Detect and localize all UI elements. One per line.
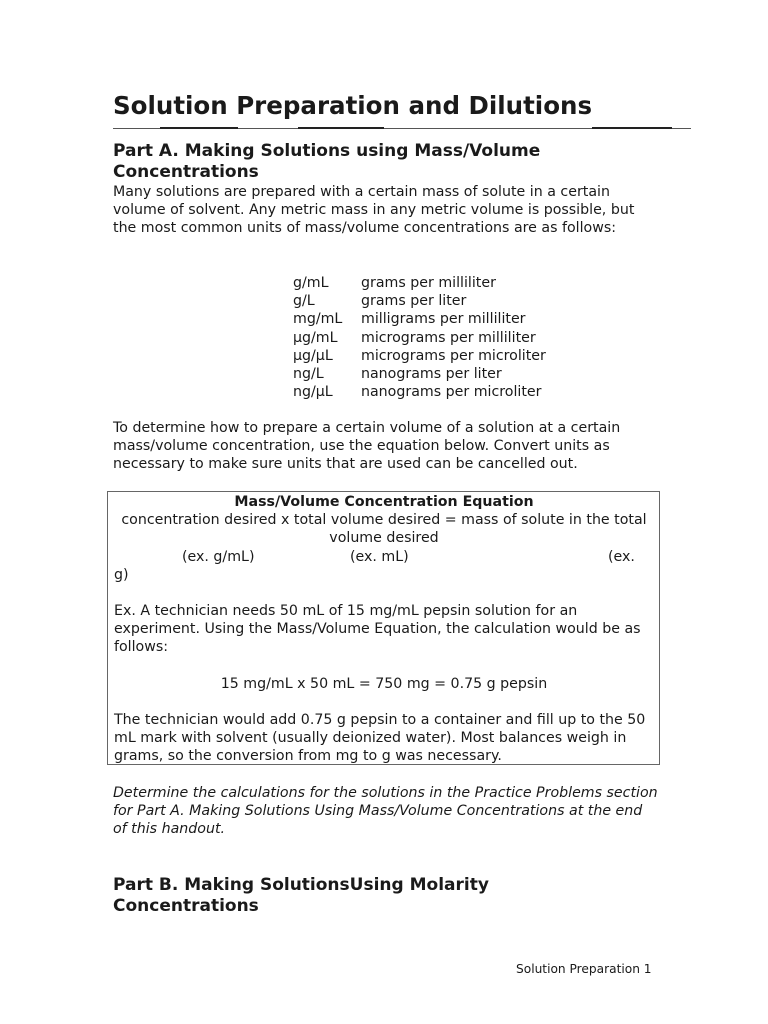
unit-row <box>293 347 546 365</box>
page-footer: Solution Preparation 1 <box>516 962 652 976</box>
underline-accent <box>298 127 384 129</box>
unit-abbr: µg/mL <box>293 329 338 346</box>
unit-name: nanograms per liter <box>361 366 502 383</box>
unit-row <box>293 274 546 292</box>
unit-row <box>293 292 546 310</box>
unit-abbr: g/L <box>293 293 315 310</box>
example-intro: Ex. A technician needs 50 mL of 15 mg/mL pepsin solution for an experiment. Using the Mass/Volume Equation, the calculation would be as follows: <box>114 603 641 656</box>
unit-abbr: µg/µL <box>293 347 333 364</box>
equation-units-row <box>114 548 654 566</box>
ex-mass-unit-end: g) <box>114 566 129 583</box>
unit-row <box>293 329 546 347</box>
unit-name: micrograms per microliter <box>361 347 546 364</box>
unit-abbr: ng/µL <box>293 384 333 401</box>
equation-text: concentration desired x total volume desired = mass of solute in the total volume desired <box>121 512 647 547</box>
units-list <box>293 274 546 401</box>
unit-name: milligrams per milliliter <box>361 311 526 328</box>
practice-instruction: Determine the calculations for the solutions in the Practice Problems section for Part A. Making Solutions Using Mass/Volume Concentrations at the end of this handout. <box>113 785 658 838</box>
ex-volume-unit: (ex. mL) <box>350 548 409 565</box>
part-a-heading: Part A. Making Solutions using Mass/Volume Concentrations <box>113 141 541 182</box>
unit-name: grams per liter <box>361 293 467 310</box>
determine-paragraph: To determine how to prepare a certain volume of a solution at a certain mass/volume concentration, use the equation below. Convert units as necessary to make sure units that are used can be cancelled out. <box>113 420 621 473</box>
part-a-intro: Many solutions are prepared with a certain mass of solute in a certain volume of solvent. Any metric mass in any metric volume is possible, but the most common units of mass/volume concentrations are as follows: <box>113 184 635 237</box>
unit-abbr: mg/mL <box>293 311 343 328</box>
part-b-heading: Part B. Making SolutionsUsing Molarity Concentrations <box>113 875 489 916</box>
underline-accent <box>160 127 238 129</box>
equation-box-content <box>114 492 654 765</box>
example-result: The technician would add 0.75 g pepsin to a container and fill up to the 50 mL mark with solvent (usually deionized water). Most balances weigh in grams, so the conversion from mg to g was necessary. <box>114 711 646 765</box>
ex-concentration-unit: (ex. g/mL) <box>182 548 255 565</box>
unit-abbr: g/mL <box>293 275 329 291</box>
unit-abbr: ng/L <box>293 366 324 383</box>
example-calculation: 15 mg/mL x 50 mL = 750 mg = 0.75 g pepsin <box>220 675 548 692</box>
unit-name: nanograms per microliter <box>361 384 542 401</box>
equation-box <box>107 491 660 765</box>
underline-accent <box>592 127 672 129</box>
ex-mass-unit-start: (ex. <box>608 548 635 565</box>
equation-box-title: Mass/Volume Concentration Equation <box>234 494 534 510</box>
document-title: Solution Preparation and Dilutions <box>113 91 593 120</box>
unit-row <box>293 310 546 328</box>
unit-name: grams per milliliter <box>361 275 496 291</box>
unit-row <box>293 383 546 401</box>
unit-name: micrograms per milliliter <box>361 329 536 346</box>
unit-row <box>293 365 546 383</box>
